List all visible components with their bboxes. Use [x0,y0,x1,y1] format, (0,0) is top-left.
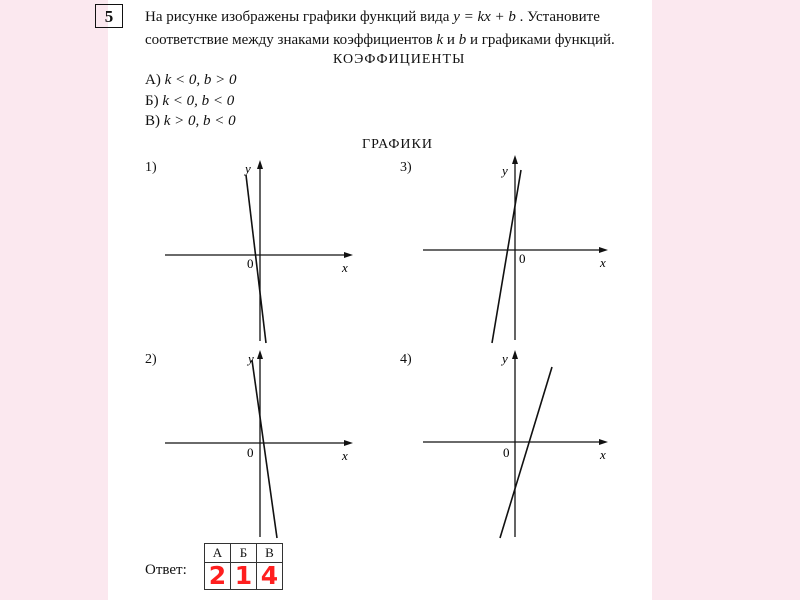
x-axis-label: x [600,255,606,270]
option-b [145,93,234,110]
y-axis-label: y [502,163,508,178]
answer-value-b: 1 [234,561,253,590]
option-label: Б) [145,93,159,109]
option-condition: k < 0, b > 0 [164,72,237,88]
conjunction: и [446,32,459,48]
option-label: В) [145,113,160,129]
x-axis-label: x [600,447,606,462]
answer-value-v: 4 [260,561,279,590]
task-text-line1-post: . Установите [519,9,600,25]
graph-1-label: 1) [145,160,157,175]
option-a [145,72,236,89]
answer-header-a: А [205,544,231,563]
graph-3 [418,150,618,345]
option-condition: k < 0, b < 0 [162,93,235,109]
task-text-line2-pre: соответствие между знаками коэффициентов [145,32,437,48]
option-label: А) [145,72,161,88]
task-text-line2-post: и графиками функций. [469,32,615,48]
answer-header-b: Б [231,544,257,563]
graph-2-label: 2) [145,352,157,367]
task-formula: y = kx + b [453,9,516,25]
x-axis-arrow [599,247,608,253]
function-line [492,170,521,343]
origin-label: 0 [519,251,526,266]
x-axis-arrow [599,439,608,445]
option-v [145,113,236,130]
answer-table [204,543,283,590]
y-axis-arrow [512,350,518,359]
task-text-line1-pre: На рисунке изображены графики функций вида [145,9,454,25]
y-axis-label: y [245,161,251,176]
graph-3-label: 3) [400,160,412,175]
graph-4 [418,345,618,540]
origin-label: 0 [247,445,254,460]
answer-cell-v[interactable] [257,563,283,590]
y-axis-label: y [502,351,508,366]
coefficients-heading: КОЭФФИЦИЕНТЫ [333,52,466,67]
answer-header-row [205,544,283,563]
right-margin [652,0,800,600]
task-number: 5 [95,4,123,28]
graph-2 [160,345,360,540]
y-axis-arrow [257,350,263,359]
answer-value-row [205,563,283,590]
coef-b: b [458,32,467,48]
left-margin [0,0,108,600]
y-axis-arrow [257,160,263,169]
x-axis-arrow [344,252,353,258]
graphs-heading: ГРАФИКИ [362,137,433,152]
answer-label: Ответ: [145,562,187,578]
task-statement [145,6,655,52]
answer-cell-a[interactable] [205,563,231,590]
x-axis-label: x [342,448,348,463]
y-axis-arrow [512,155,518,164]
option-condition: k > 0, b < 0 [163,113,236,129]
y-axis-label: y [248,351,254,366]
answer-header-v: В [257,544,283,563]
graph-4-label: 4) [400,352,412,367]
origin-label: 0 [503,445,510,460]
graph-1 [160,155,360,345]
answer-cell-b[interactable] [231,563,257,590]
function-line [252,360,277,538]
origin-label: 0 [247,256,254,271]
x-axis-label: x [342,260,348,275]
x-axis-arrow [344,440,353,446]
answer-value-a: 2 [208,561,227,590]
coef-k: k [436,32,444,48]
